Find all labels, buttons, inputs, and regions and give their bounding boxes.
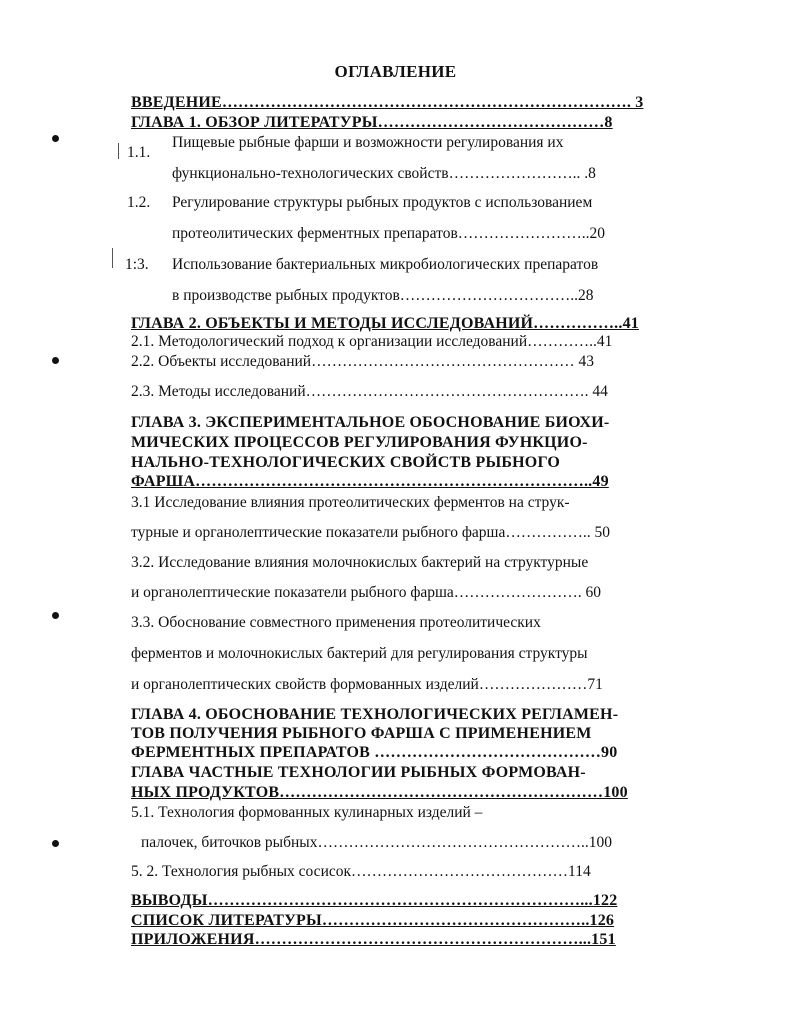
section-number-1-3: 1:3.: [125, 256, 149, 273]
toc-chapter-3-line1[interactable]: ГЛАВА 3. ЭКСПЕРИМЕНТАЛЬНОЕ ОБОСНОВАНИЕ БИОХИ-: [131, 414, 610, 431]
toc-3-3-line1[interactable]: 3.3. Обоснование совместного применения протеолитических: [131, 614, 541, 631]
toc-5-1-line2[interactable]: палочек, биточков рыбных……………………………………………..100: [141, 834, 612, 851]
punch-mark-2: [52, 357, 59, 364]
punch-mark-1: [52, 135, 59, 142]
toc-3-3-line3[interactable]: и органолептических свойств формованных изделий…………………71: [131, 676, 603, 693]
toc-3-2-line2[interactable]: и органолептические показатели рыбного фарша……………………. 60: [131, 584, 602, 601]
toc-chapter-5-line1[interactable]: ГЛАВА ЧАСТНЫЕ ТЕХНОЛОГИИ РЫБНЫХ ФОРМОВАН-: [131, 764, 586, 781]
toc-chapter-4-line1[interactable]: ГЛАВА 4. ОБОСНОВАНИЕ ТЕХНОЛОГИЧЕСКИХ РЕГЛАМЕН-: [131, 706, 619, 723]
toc-3-1-line1[interactable]: 3.1 Исследование влияния протеолитических ферментов на струк-: [131, 494, 570, 511]
toc-5-2[interactable]: 5. 2. Технология рыбных сосисок……………………………………114: [131, 863, 591, 880]
toc-2-1[interactable]: 2.1. Методологический подход к организации исследований…………..41: [131, 333, 613, 350]
toc-1-1-line1[interactable]: Пищевые рыбные фарши и возможности регулирования их: [172, 134, 564, 151]
toc-3-1-line2[interactable]: турные и органолептические показатели рыбного фарша…………….. 50: [131, 524, 610, 541]
section-number-1-1: 1.1.: [127, 144, 151, 161]
toc-references[interactable]: СПИСОК ЛИТЕРАТУРЫ…………………………………………..126: [131, 912, 615, 929]
toc-2-3[interactable]: 2.3. Методы исследований………………………………………………. 44: [131, 383, 608, 400]
scan-tick-1: [118, 143, 119, 159]
toc-chapter-5-line2[interactable]: НЫХ ПРОДУКТОВ……………………………………………………100: [131, 784, 628, 801]
toc-chapter-1[interactable]: ГЛАВА 1. ОБЗОР ЛИТЕРАТУРЫ……………………………………8: [131, 114, 613, 131]
section-number-1-2: 1.2.: [127, 194, 151, 211]
punch-mark-4: [52, 840, 59, 847]
toc-1-1-line2[interactable]: функционально-технологических свойств…………………….. .8: [172, 165, 596, 182]
toc-chapter-3-line4[interactable]: ФАРША………………………………………………………………..49: [131, 473, 609, 490]
toc-1-2-line2[interactable]: протеолитических ферментных препаратов……………………..20: [172, 225, 606, 242]
toc-1-2-line1[interactable]: Регулирование структуры рыбных продуктов с использованием: [172, 194, 593, 211]
toc-chapter-4-line2[interactable]: ТОВ ПОЛУЧЕНИЯ РЫБНОГО ФАРША С ПРИМЕНЕНИЕМ: [131, 725, 592, 742]
toc-conclusions[interactable]: ВЫВОДЫ……………………………………………………………...122: [131, 892, 618, 909]
scan-tick-2: [112, 248, 113, 268]
toc-1-3-line2[interactable]: в производстве рыбных продуктов……………………………..28: [172, 287, 594, 304]
toc-introduction[interactable]: ВВЕДЕНИЕ…………………………………………………………………. 3: [131, 94, 644, 111]
toc-chapter-3-line3[interactable]: НАЛЬНО-ТЕХНОЛОГИЧЕСКИХ СВОЙСТВ РЫБНОГО: [131, 454, 561, 471]
punch-mark-3: [52, 612, 59, 619]
toc-chapter-2[interactable]: ГЛАВА 2. ОБЪЕКТЫ И МЕТОДЫ ИССЛЕДОВАНИЙ……………..41: [131, 315, 639, 332]
page-title: ОГЛАВЛЕНИЕ: [334, 62, 457, 81]
toc-5-1-line1[interactable]: 5.1. Технология формованных кулинарных изделий –: [131, 804, 483, 821]
toc-appendices[interactable]: ПРИЛОЖЕНИЯ……………………………………………………...151: [131, 931, 616, 948]
toc-2-2[interactable]: 2.2. Объекты исследований…………………………………………… 43: [131, 353, 594, 370]
toc-1-3-line1[interactable]: Использование бактериальных микробиологических препаратов: [172, 256, 599, 273]
toc-3-3-line2[interactable]: ферментов и молочнокислых бактерий для регулирования структуры: [131, 645, 588, 662]
toc-chapter-3-line2[interactable]: МИЧЕСКИХ ПРОЦЕССОВ РЕГУЛИРОВАНИЯ ФУНКЦИО-: [131, 434, 588, 451]
toc-chapter-4-line3[interactable]: ФЕРМЕНТНЫХ ПРЕПАРАТОВ ……………………………………90: [131, 744, 618, 761]
toc-3-2-line1[interactable]: 3.2. Исследование влияния молочнокислых бактерий на структурные: [131, 554, 589, 571]
